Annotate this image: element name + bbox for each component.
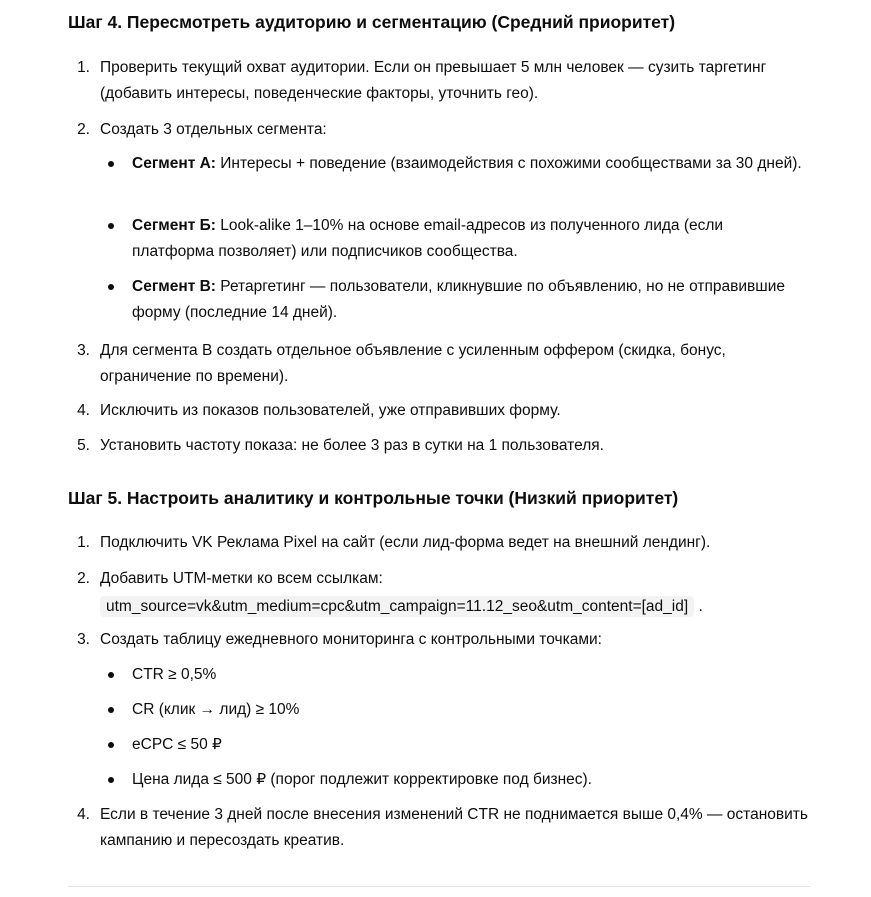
list-number: 1. (77, 534, 90, 551)
bullet-icon (108, 777, 114, 783)
bullet-icon (108, 742, 114, 748)
list-item-text: Для сегмента В создать отдельное объявление с усиленным оффером (скидка, бонус, ограничение по времени). (100, 342, 726, 385)
bullet-icon (108, 284, 114, 290)
segment-text: Look-alike 1–10% на основе email-адресов из полученного лида (если платформа позволяет) или подписчиков сообщества. (132, 217, 724, 260)
list-number: 4. (77, 806, 90, 823)
list-number: 2. (77, 570, 90, 587)
list-item-text: Подключить VK Реклама Pixel на сайт (если лид-форма ведет на внешний лендинг). (100, 534, 711, 551)
step4-heading: Шаг 4. Пересмотреть аудиторию и сегментацию (Средний приоритет) (68, 12, 676, 32)
segment-label: Сегмент В: (132, 278, 216, 295)
list-number: 1. (77, 59, 90, 76)
checkpoint-text: Цена лида ≤ 500 ₽ (порог подлежит корректировке под бизнес). (132, 771, 592, 788)
segment-label: Сегмент А: (132, 155, 216, 172)
step5-heading: Шаг 5. Настроить аналитику и контрольные точки (Низкий приоритет) (68, 488, 679, 508)
checkpoint-text: CTR ≥ 0,5% (132, 666, 217, 683)
list-item-text: Добавить UTM-метки ко всем ссылкам: (100, 570, 383, 587)
segment-text: Интересы + поведение (взаимодействия с похожими сообществами за 30 дней). (215, 155, 802, 172)
list-number: 2. (77, 121, 90, 138)
checkpoint-text: eCPC ≤ 50 ₽ (132, 736, 222, 753)
list-item-text: Проверить текущий охват аудитории. Если он превышает 5 млн человек — сузить таргетинг (добавить интересы, поведенческие факторы, уточнить гео). (100, 59, 767, 102)
list-number: 4. (77, 402, 90, 419)
section-divider (68, 886, 810, 887)
segment-text: Ретаргетинг — пользователи, кликнувшие по объявлению, но не отправившие форму (последние 14 дней). (132, 278, 785, 321)
list-item-text: Исключить из показов пользователей, уже отправивших форму. (100, 402, 561, 419)
list-item-text: Если в течение 3 дней после внесения изменений CTR не поднимается выше 0,4% — остановить кампанию и пересоздать креатив. (100, 806, 808, 849)
list-item-text: Создать таблицу ежедневного мониторинга с контрольными точками: (100, 631, 602, 648)
utm-code-snippet: utm_source=vk&utm_medium=cpc&utm_campaign=11.12_seo&utm_content=[ad_id] (100, 596, 694, 617)
segment-label: Сегмент Б: (132, 217, 216, 234)
bullet-icon (108, 161, 114, 167)
bullet-icon (108, 223, 114, 229)
list-number: 3. (77, 631, 90, 648)
checkpoint-text: CR (клик → лид) ≥ 10% (132, 701, 300, 718)
list-item-text: Установить частоту показа: не более 3 раз в сутки на 1 пользователя. (100, 437, 604, 454)
list-item-punct: . (698, 598, 703, 615)
list-number: 3. (77, 342, 90, 359)
list-item-text: Создать 3 отдельных сегмента: (100, 121, 327, 138)
list-number: 5. (77, 437, 90, 454)
bullet-icon (108, 672, 114, 678)
bullet-icon (108, 707, 114, 713)
